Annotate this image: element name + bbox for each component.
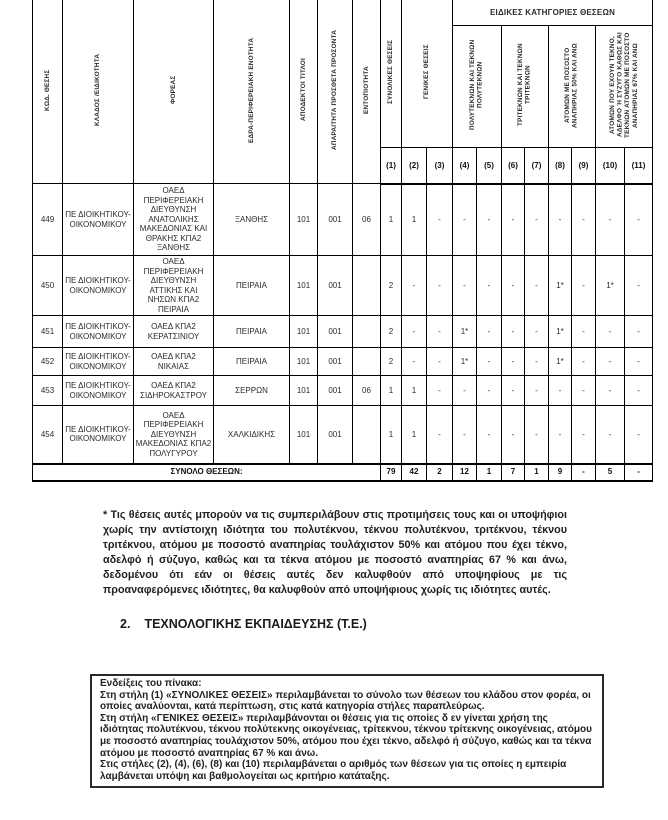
cell-edra: ΠΕΙΡΑΙΑ (214, 316, 290, 348)
cell-titloi: 101 (290, 316, 318, 348)
cell-val-8: 1* (549, 348, 572, 376)
cell-foreas: ΟΑΕΔ ΚΠΑ2 ΣΙΔΗΡΟΚΑΣΤΡΟΥ (134, 376, 214, 406)
positions-tbody (33, 184, 653, 481)
cell-kod: 453 (33, 376, 63, 406)
table-row (33, 376, 653, 406)
cell-val-2: 1 (402, 406, 427, 464)
table-row (33, 348, 653, 376)
cell-val-10: - (596, 184, 625, 256)
cell-edra: ΣΕΡΡΩΝ (214, 376, 290, 406)
cell-val-9: - (572, 406, 596, 464)
cell-val-10: 1* (596, 256, 625, 316)
cell-val-8: 1* (549, 316, 572, 348)
col-number-10: (10) (596, 148, 625, 184)
col-number-3: (3) (427, 148, 453, 184)
total-val-11: - (625, 464, 653, 481)
col-header-kod (33, 0, 63, 184)
cell-val-11: - (625, 348, 653, 376)
col-header-genikes (402, 0, 453, 148)
section-number: 2. (120, 617, 131, 631)
col-number-5: (5) (477, 148, 502, 184)
cell-prosonta: 001 (318, 256, 353, 316)
cell-edra: ΠΕΙΡΑΙΑ (214, 256, 290, 316)
cell-val-1: 2 (381, 316, 402, 348)
cell-val-7: - (525, 348, 549, 376)
cell-val-10: - (596, 406, 625, 464)
cell-val-9: - (572, 376, 596, 406)
legend-title: Ενδείξεις του πίνακα: (100, 678, 202, 689)
table-row (33, 406, 653, 464)
total-val-9: - (572, 464, 596, 481)
col-header-titloi-label: ΑΠΟΔΕΚΤΟΙ ΤΙΤΛΟΙ (299, 58, 307, 122)
cell-foreas: ΟΑΕΔ ΚΠΑ2 ΚΕΡΑΤΣΙΝΙΟΥ (134, 316, 214, 348)
cell-val-2: - (402, 256, 427, 316)
header-row-1 (33, 0, 653, 26)
col-header-kod-label: ΚΩΔ. ΘΕΣΗΣ (43, 69, 51, 111)
cell-foreas: ΟΑΕΔ ΚΠΑ2 ΝΙΚΑΙΑΣ (134, 348, 214, 376)
cell-prosonta: 001 (318, 348, 353, 376)
col-header-klados (63, 0, 134, 184)
cell-val-1: 1 (381, 406, 402, 464)
cell-kod: 451 (33, 316, 63, 348)
cell-val-5: - (477, 316, 502, 348)
col-header-prosonta (318, 0, 353, 184)
cell-entopiotita (353, 256, 381, 316)
cell-val-6: - (502, 376, 525, 406)
col-number-2: (2) (402, 148, 427, 184)
cell-klados: ΠΕ ΔΙΟΙΚΗΤΙΚΟΥ-ΟΙΚΟΝΟΜΙΚΟΥ (63, 184, 134, 256)
col-header-eidikes: ΕΙΔΙΚΕΣ ΚΑΤΗΓΟΡΙΕΣ ΘΕΣΕΩΝ (453, 0, 653, 26)
col-header-anapirias-67 (596, 26, 653, 148)
col-number-4: (4) (453, 148, 477, 184)
legend-paragraph-3: Στις στήλες (2), (4), (6), (8) και (10) περιλαμβάνεται ο αριθμός των θέσεων για τις οποίες η εμπειρία λαμβάνεται υπόψη και βαθμολογείται ως κριτήριο κατάταξης. (100, 759, 567, 782)
cell-titloi: 101 (290, 406, 318, 464)
col-header-edra (214, 0, 290, 184)
col-header-prosonta-label: ΑΠΑΡΑΙΤΗΤΑ ΠΡΟΣΘΕΤΑ ΠΡΟΣΟΝΤΑ (331, 30, 339, 151)
cell-foreas: ΟΑΕΔ ΠΕΡΙΦΕΡΕΙΑΚΗ ΔΙΕΥΘΥΝΣΗ ΜΑΚΕΔΟΝΙΑΣ ΚΠΑ2 ΠΟΛΥΓΥΡΟΥ (134, 406, 214, 464)
table-row (33, 316, 653, 348)
col-header-synolikes-label: ΣΥΝΟΛΙΚΕΣ ΘΕΣΕΙΣ (387, 40, 395, 105)
cell-titloi: 101 (290, 184, 318, 256)
total-val-8: 9 (549, 464, 572, 481)
cell-kod: 449 (33, 184, 63, 256)
cell-val-7: - (525, 316, 549, 348)
cell-val-7: - (525, 256, 549, 316)
cell-val-2: 1 (402, 184, 427, 256)
cell-val-1: 1 (381, 376, 402, 406)
cell-val-8: - (549, 184, 572, 256)
table-row (33, 184, 653, 256)
cell-val-11: - (625, 406, 653, 464)
cell-val-11: - (625, 256, 653, 316)
legend-paragraph-1: Στη στήλη (1) «ΣΥΝΟΛΙΚΕΣ ΘΕΣΕΙΣ» περιλαμβάνεται το σύνολο των θέσεων του κλάδου στον φορέα, οι οποίες αναλύονται, κατά περίπτωση, στις κατά κατηγορία στήλες παραπλεύρως. (100, 689, 591, 713)
cell-klados: ΠΕ ΔΙΟΙΚΗΤΙΚΟΥ-ΟΙΚΟΝΟΜΙΚΟΥ (63, 256, 134, 316)
cell-prosonta: 001 (318, 184, 353, 256)
cell-val-4: - (453, 376, 477, 406)
cell-val-9: - (572, 184, 596, 256)
cell-val-4: - (453, 256, 477, 316)
cell-edra: ΞΑΝΘΗΣ (214, 184, 290, 256)
total-val-6: 7 (502, 464, 525, 481)
col-number-1: (1) (381, 148, 402, 184)
cell-val-3: - (427, 348, 453, 376)
col-header-polyteknon-label: ΠΟΛΥΤΕΚΝΩΝ ΚΑΙ ΤΕΚΝΩΝ ΠΟΛΥΤΕΚΝΩΝ (469, 40, 484, 131)
table-header (33, 0, 653, 184)
col-header-genikes-label: ΓΕΝΙΚΕΣ ΘΕΣΕΙΣ (423, 44, 431, 100)
col-header-anapirias-50 (549, 26, 596, 148)
legend-box (90, 674, 604, 788)
cell-val-6: - (502, 256, 525, 316)
cell-prosonta: 001 (318, 316, 353, 348)
section-heading (120, 617, 367, 631)
cell-entopiotita: 06 (353, 376, 381, 406)
cell-val-6: - (502, 316, 525, 348)
cell-val-6: - (502, 348, 525, 376)
col-header-foreas-label: ΦΟΡΕΑΣ (169, 76, 177, 105)
col-number-9: (9) (572, 148, 596, 184)
cell-val-6: - (502, 406, 525, 464)
cell-val-8: - (549, 376, 572, 406)
cell-kod: 450 (33, 256, 63, 316)
total-val-10: 5 (596, 464, 625, 481)
cell-val-7: - (525, 376, 549, 406)
cell-prosonta: 001 (318, 376, 353, 406)
col-header-anapirias-50-label: ΑΤΟΜΩΝ ΜΕ ΠΟΣΟΣΤΟ ΑΝΑΠΗΡΙΑΣ 50% ΚΑΙ ΑΝΩ (564, 42, 579, 128)
col-header-foreas (134, 0, 214, 184)
total-val-3: 2 (427, 464, 453, 481)
cell-entopiotita (353, 348, 381, 376)
cell-val-5: - (477, 256, 502, 316)
col-header-synolikes (381, 0, 402, 148)
cell-klados: ΠΕ ΔΙΟΙΚΗΤΙΚΟΥ-ΟΙΚΟΝΟΜΙΚΟΥ (63, 348, 134, 376)
cell-val-3: - (427, 184, 453, 256)
total-val-5: 1 (477, 464, 502, 481)
cell-val-1: 2 (381, 256, 402, 316)
col-header-anapirias-67-label: ΑΤΟΜΩΝ ΠΟΥ ΕΧΟΥΝ ΤΕΚΝΟ, ΑΔΕΛΦΟ Ή ΣΥΖΥΓΟ ΚΑΘΩΣ ΚΑΙ ΤΕΚΝΩΝ ΑΤΟΜΩΝ ΜΕ ΠΟΣΟΣΤΟ ΑΝΑΠΗΡΙΑΣ 67% ΚΑΙ ΑΝΩ (608, 32, 639, 139)
col-number-11: (11) (625, 148, 653, 184)
cell-titloi: 101 (290, 348, 318, 376)
table-row (33, 256, 653, 316)
cell-prosonta: 001 (318, 406, 353, 464)
cell-val-8: - (549, 406, 572, 464)
cell-klados: ΠΕ ΔΙΟΙΚΗΤΙΚΟΥ-ΟΙΚΟΝΟΜΙΚΟΥ (63, 376, 134, 406)
cell-val-3: - (427, 376, 453, 406)
cell-val-6: - (502, 184, 525, 256)
col-header-edra-label: ΕΔΡΑ-ΠΕΡΙΦΕΡΕΙΑΚΗ ΕΝΟΤΗΤΑ (247, 37, 255, 143)
cell-val-9: - (572, 256, 596, 316)
col-header-titloi (290, 0, 318, 184)
cell-titloi: 101 (290, 256, 318, 316)
cell-titloi: 101 (290, 376, 318, 406)
total-val-2: 42 (402, 464, 427, 481)
cell-foreas: ΟΑΕΔ ΠΕΡΙΦΕΡΕΙΑΚΗ ΔΙΕΥΘΥΝΣΗ ΑΝΑΤΟΛΙΚΗΣ ΜΑΚΕΔΟΝΙΑΣ ΚΑΙ ΘΡΑΚΗΣ ΚΠΑ2 ΞΑΝΘΗΣ (134, 184, 214, 256)
col-header-triteknon (502, 26, 549, 148)
cell-val-2: - (402, 348, 427, 376)
total-val-7: 1 (525, 464, 549, 481)
section-title: ΤΕΧΝΟΛΟΓΙΚΗΣ ΕΚΠΑΙΔΕΥΣΗΣ (Τ.Ε.) (144, 617, 367, 631)
cell-val-4: 1* (453, 316, 477, 348)
cell-kod: 452 (33, 348, 63, 376)
cell-val-3: - (427, 256, 453, 316)
total-val-4: 12 (453, 464, 477, 481)
cell-edra: ΧΑΛΚΙΔΙΚΗΣ (214, 406, 290, 464)
cell-val-1: 2 (381, 348, 402, 376)
col-header-polyteknon (453, 26, 502, 148)
col-header-klados-label: ΚΛΑΔΟΣ /ΕΙΔΙΚΟΤΗΤΑ (94, 54, 102, 127)
positions-table (32, 0, 653, 482)
cell-entopiotita (353, 316, 381, 348)
cell-val-5: - (477, 406, 502, 464)
footnote-asterisk: * Τις θέσεις αυτές μπορούν να τις συμπεριλάβουν στις προτιμήσεις τους και οι υποψήφιοι χωρίς την αντίστοιχη ιδιότητα του πολυτέκνου, τέκνου πολυτέκνου, τριτέκνου, τέκνου τριτέκνου, ατόμου με ποσοστό αναπηρίας τουλάχιστον 50% και ατόμου που έχει τέκνο, αδελφό ή σύζυγο, καθώς και τα τέκνα ατόμου με ποσοστό αναπηρίας 67 % και άνω, δεδομένου ότι εάν οι θέσεις αυτές δεν καλυφθούν από υποψηφίους με τις προαναφερόμενες ιδιότητες, θα καλυφθούν από υποψήφιους χωρίς τις ιδιότητες αυτές. (103, 508, 567, 597)
cell-kod: 454 (33, 406, 63, 464)
cell-val-10: - (596, 376, 625, 406)
cell-val-7: - (525, 184, 549, 256)
cell-val-10: - (596, 348, 625, 376)
cell-val-3: - (427, 316, 453, 348)
total-label: ΣΥΝΟΛΟ ΘΕΣΕΩΝ: (33, 464, 381, 481)
total-val-1: 79 (381, 464, 402, 481)
cell-val-1: 1 (381, 184, 402, 256)
cell-val-5: - (477, 376, 502, 406)
cell-val-11: - (625, 376, 653, 406)
col-header-entopiotita (353, 0, 381, 184)
cell-val-8: 1* (549, 256, 572, 316)
col-header-entopiotita-label: ΕΝΤΟΠΙΟΤΗΤΑ (362, 66, 370, 115)
legend-paragraph-2: Στη στήλη «ΓΕΝΙΚΕΣ ΘΕΣΕΙΣ» περιλαμβάνονται οι θέσεις για τις οποίες δ εν γίνεται χρήση της ιδιότητας πολυτέκνου, τέκνου πολύτεκνης οικογένειας, τρίτεκνου, τέκνου τρίτεκνης οικογένειας, ατόμου με ποσοστό αναπηρίας τουλάχιστον 50%, ατόμου που έχει τέκνο, αδελφό ή σύζυγο, καθώς και τα τέκνα ατόμου με ποσοστό αναπηρίας 67 % και άνω. (100, 712, 592, 759)
cell-edra: ΠΕΙΡΑΙΑ (214, 348, 290, 376)
cell-val-7: - (525, 406, 549, 464)
cell-val-4: - (453, 184, 477, 256)
col-number-6: (6) (502, 148, 525, 184)
cell-klados: ΠΕ ΔΙΟΙΚΗΤΙΚΟΥ-ΟΙΚΟΝΟΜΙΚΟΥ (63, 406, 134, 464)
cell-val-2: 1 (402, 376, 427, 406)
cell-entopiotita: 06 (353, 184, 381, 256)
col-header-triteknon-label: ΤΡΙΤΕΚΝΩΝ ΚΑΙ ΤΕΚΝΩΝ ΤΡΙΤΕΚΝΩΝ (517, 43, 532, 127)
cell-entopiotita (353, 406, 381, 464)
cell-val-9: - (572, 348, 596, 376)
cell-klados: ΠΕ ΔΙΟΙΚΗΤΙΚΟΥ-ΟΙΚΟΝΟΜΙΚΟΥ (63, 316, 134, 348)
cell-val-5: - (477, 348, 502, 376)
cell-val-9: - (572, 316, 596, 348)
cell-val-4: 1* (453, 348, 477, 376)
cell-val-11: - (625, 316, 653, 348)
col-number-8: (8) (549, 148, 572, 184)
cell-val-3: - (427, 406, 453, 464)
cell-val-11: - (625, 184, 653, 256)
col-number-7: (7) (525, 148, 549, 184)
total-row (33, 464, 653, 481)
cell-val-5: - (477, 184, 502, 256)
cell-val-4: - (453, 406, 477, 464)
cell-foreas: ΟΑΕΔ ΠΕΡΙΦΕΡΕΙΑΚΗ ΔΙΕΥΘΥΝΣΗ ΑΤΤΙΚΗΣ ΚΑΙ ΝΗΣΩΝ ΚΠΑ2 ΠΕΙΡΑΙΑ (134, 256, 214, 316)
cell-val-2: - (402, 316, 427, 348)
cell-val-10: - (596, 316, 625, 348)
